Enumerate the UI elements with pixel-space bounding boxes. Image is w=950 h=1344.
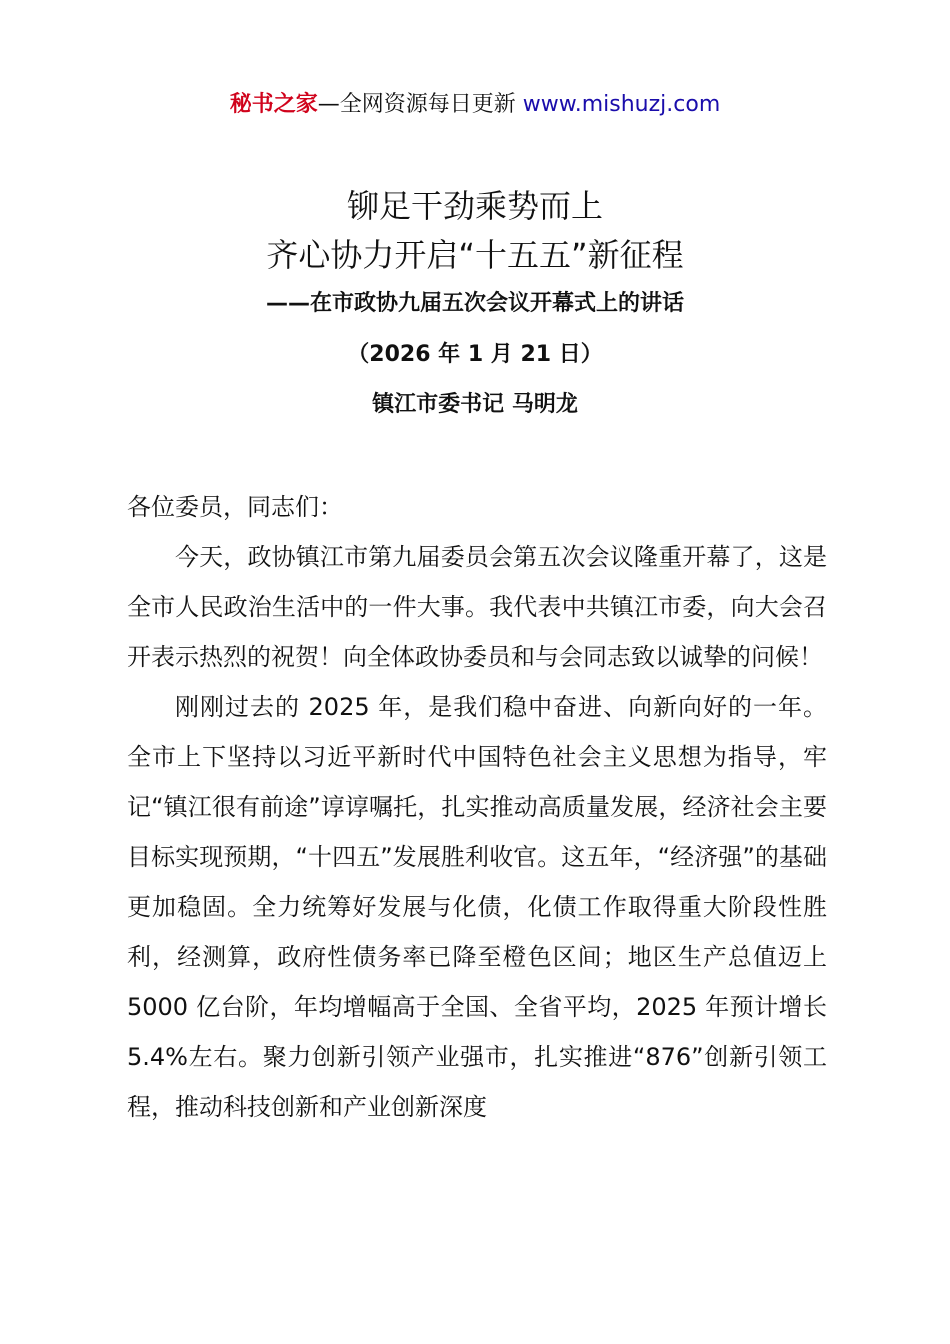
salutation: 各位委员，同志们： xyxy=(127,493,343,521)
site-brand: 秘书之家 xyxy=(229,92,318,117)
body-paragraph: 今天，政协镇江市第九届委员会第五次会议隆重开幕了，这是全市人民政治生活中的一件大事。我代表中共镇江市委，向大会召开表示热烈的祝贺！向全体政协委员和与会同志致以诚挚的问候！ xyxy=(127,543,827,671)
body-paragraph: 刚刚过去的 2025 年，是我们稳中奋进、向新向好的一年。全市上下坚持以习近平新时代中国特色社会主义思想为指导，牢记“镇江很有前途”谆谆嘱托，扎实推动高质量发展，经济社会主要目标实现预期，“十四五”发展胜利收官。这五年，“经济强”的基础更加稳固。全力统筹好发展与化债，化债工作取得重大阶段性胜利，经测算，政府性债务率已降至橙色区间；地区生产总值迈上 5000 亿台阶，年均增幅高于全国、全省平均，2025 年预计增长 5.4%左右。聚力创新引领产业强市，扎实推进“876”创新引领工程，推动科技创新和产业创新深度 xyxy=(127,693,827,1121)
document-title-line-2: 齐心协力开启“十五五”新征程 xyxy=(266,236,684,274)
site-url-link[interactable]: www.mishuzj.com xyxy=(522,92,721,117)
document-title-line-1: 铆足干劲乘势而上 xyxy=(346,187,603,225)
site-header xyxy=(0,88,950,122)
document-date: （2026 年 1 月 21 日） xyxy=(347,342,603,367)
document-body xyxy=(127,482,827,1132)
document-author: 镇江市委书记 马明龙 xyxy=(372,392,578,417)
document-subtitle: ——在市政协九届五次会议开幕式上的讲话 xyxy=(265,291,684,316)
site-slogan: —全网资源每日更新 xyxy=(317,92,523,117)
